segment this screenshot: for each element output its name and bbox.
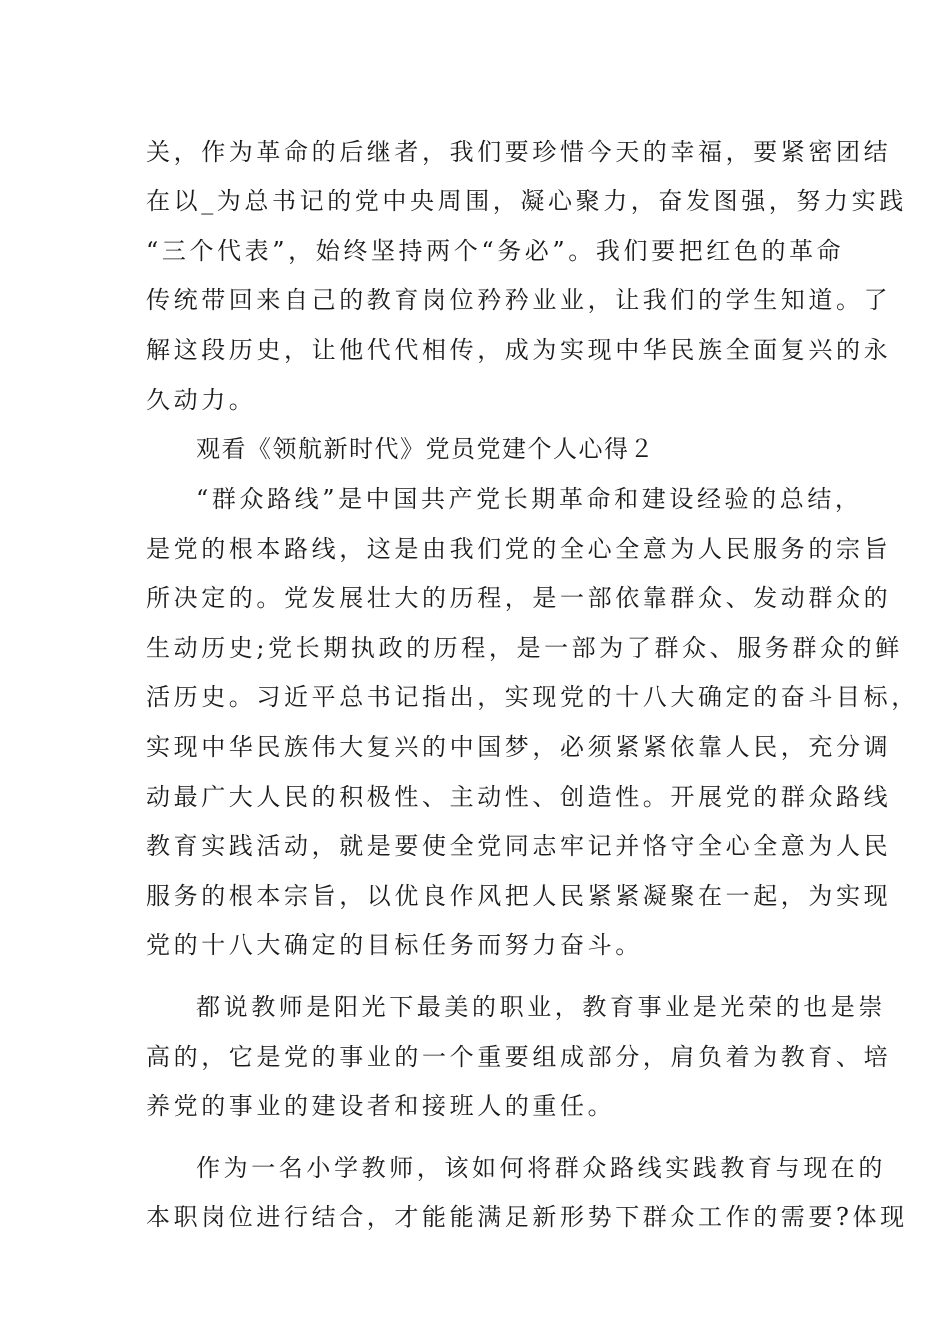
body-text-line: 养党的事业的建设者和接班人的重任。 <box>146 1092 616 1120</box>
body-text-line: 生动历史;党长期执政的历程，是一部为了群众、服务群众的鲜 <box>146 634 903 662</box>
section-heading: 观看《领航新时代》党员党建个人心得２ <box>196 435 655 463</box>
body-text-line: 是党的根本路线，这是由我们党的全心全意为人民服务的宗旨 <box>146 535 892 563</box>
body-text-line: 高的，它是党的事业的一个重要组成部分，肩负着为教育、培 <box>146 1043 892 1071</box>
body-text-line: 解这段历史，让他代代相传，成为实现中华民族全面复兴的永 <box>146 336 892 364</box>
body-text-line: 服务的根本宗旨，以优良作风把人民紧紧凝聚在一起，为实现 <box>146 882 892 910</box>
paragraph-first-line: 作为一名小学教师，该如何将群众路线实践教育与现在的 <box>196 1154 886 1182</box>
body-text-line: 教育实践活动，就是要使全党同志牢记并恪守全心全意为人民 <box>146 832 892 860</box>
body-text-line: 党的十八大确定的目标任务而努力奋斗。 <box>146 931 643 959</box>
body-text-line: “三个代表”，始终坚持两个“务必”。我们要把红色的革命 <box>146 237 845 265</box>
body-text-line: 活历史。习近平总书记指出，实现党的十八大确定的奋斗目标， <box>146 683 919 711</box>
body-text-line: 在以_为总书记的党中央周围，凝心聚力，奋发图强，努力实践 <box>146 187 907 215</box>
body-text-line: 关，作为革命的后继者，我们要珍惜今天的幸福，要紧密团结 <box>146 138 892 166</box>
body-text-line: 本职岗位进行结合，才能能满足新形势下群众工作的需要?体现 <box>146 1203 908 1231</box>
body-text-line: 实现中华民族伟大复兴的中国梦，必须紧紧依靠人民，充分调 <box>146 733 892 761</box>
body-text-line: 久动力。 <box>146 386 257 414</box>
paragraph-first-line: “群众路线”是中国共产党长期革命和建设经验的总结， <box>196 485 863 513</box>
body-text-line: 所决定的。党发展壮大的历程，是一部依靠群众、发动群众的 <box>146 584 892 612</box>
paragraph-first-line: 都说教师是阳光下最美的职业，教育事业是光荣的也是崇 <box>196 993 886 1021</box>
body-text-line: 传统带回来自己的教育岗位矜矜业业，让我们的学生知道。了 <box>146 286 892 314</box>
body-text-line: 动最广大人民的积极性、主动性、创造性。开展党的群众路线 <box>146 783 892 811</box>
